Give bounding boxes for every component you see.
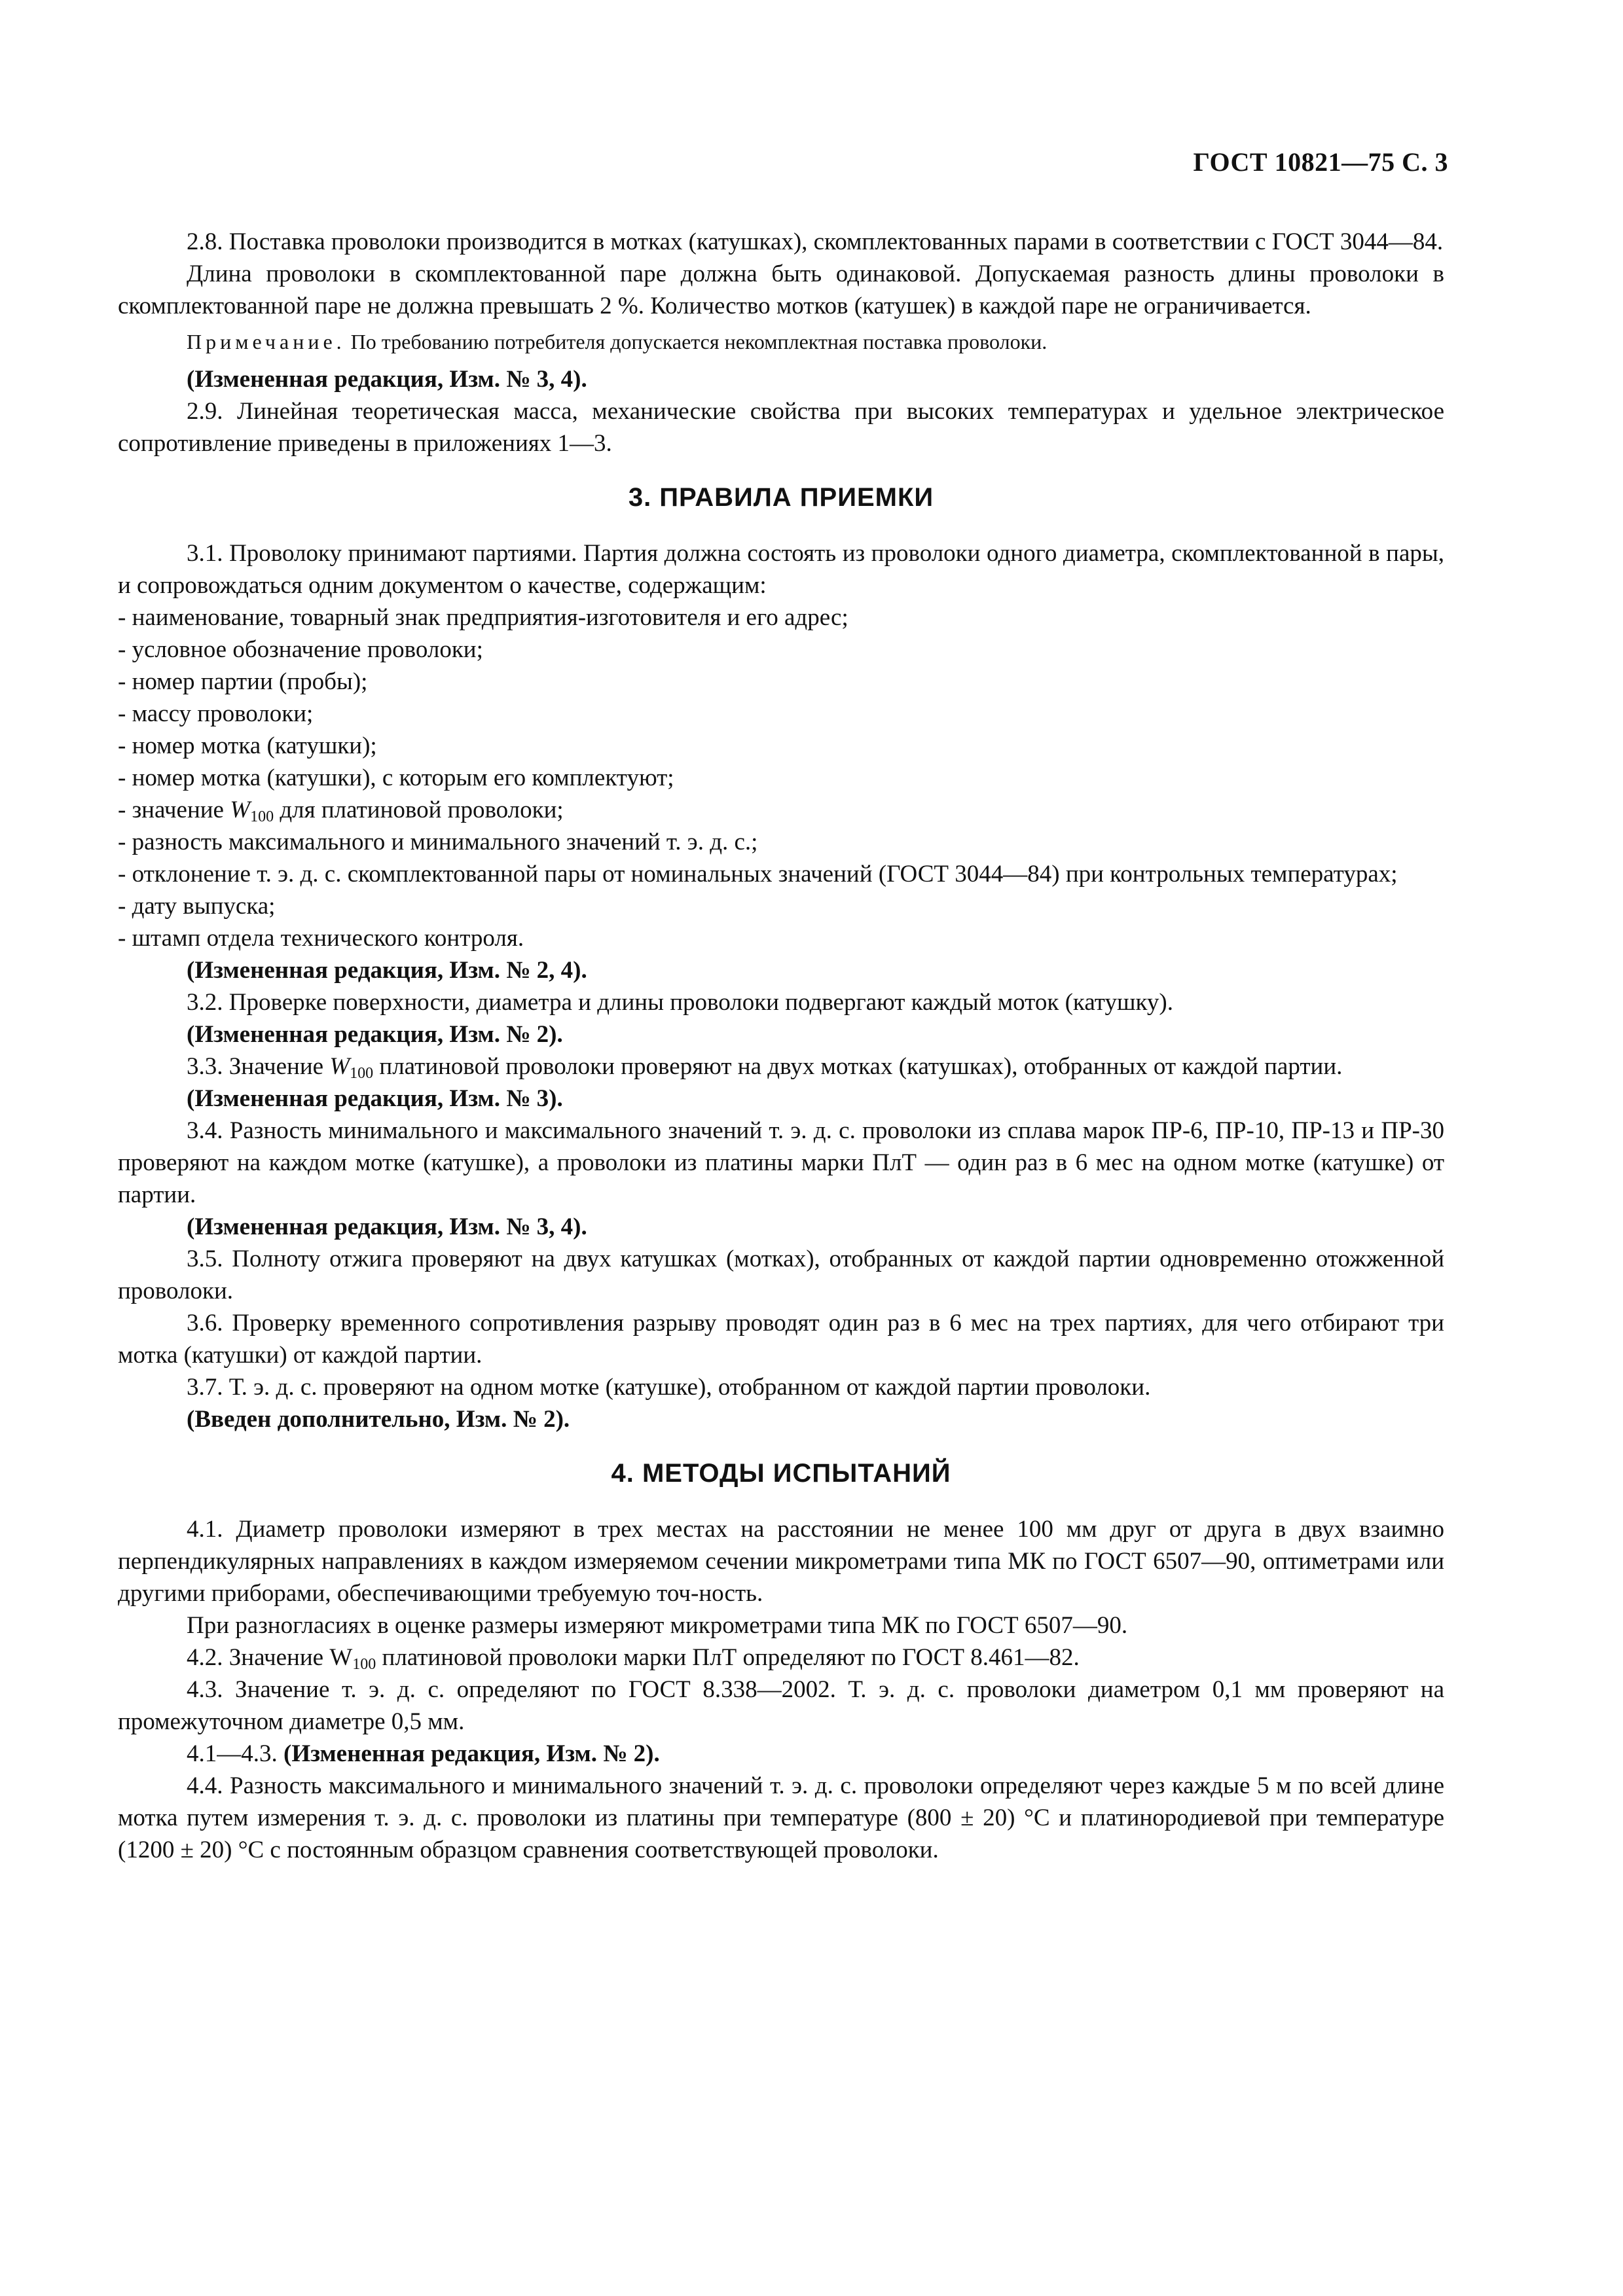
para-4-2-text: 4.2. Значение W bbox=[187, 1644, 353, 1671]
para-2-8: 2.8. Поставка проволоки производится в мотках (катушках), скомплектованных парами в соответствии с ГОСТ 3044—84. bbox=[187, 228, 1444, 255]
list-item: - номер партии (пробы); bbox=[118, 668, 368, 695]
w-symbol: W bbox=[230, 797, 251, 823]
edition-note-3-2: (Измененная редакция, Изм. № 2). bbox=[187, 1021, 563, 1048]
para-4-2 bbox=[118, 1641, 1444, 1674]
w-subscript: 100 bbox=[352, 1656, 376, 1673]
list-item: - наименование, товарный знак предприятия-изготовителя и его адрес; bbox=[118, 604, 848, 631]
page-header: ГОСТ 10821—75 С. 3 bbox=[1193, 147, 1448, 177]
list-item: - разность максимального и минимального значений т. э. д. с.; bbox=[118, 829, 758, 855]
para-3-7: 3.7. Т. э. д. с. проверяют на одном мотке (катушке), отобранном от каждой партии проволоки. bbox=[187, 1374, 1151, 1401]
list-item-text: для платиновой проволоки; bbox=[274, 797, 564, 823]
para-2-9: 2.9. Линейная теоретическая масса, механические свойства при высоких температурах и удельное электрическое сопротивление приведены в приложениях 1—3. bbox=[118, 398, 1444, 457]
note-text: По требованию потребителя допускается некомплектная поставка проволоки. bbox=[345, 330, 1048, 353]
list-item-text: - значение bbox=[118, 797, 230, 823]
para-4-3: 4.3. Значение т. э. д. с. определяют по ГОСТ 8.338—2002. Т. э. д. с. проволоки диаметром 0,1 мм проверяют на промежуточном диаметре 0,5 мм. bbox=[118, 1676, 1444, 1735]
list-item bbox=[118, 794, 1444, 826]
list-item: - номер мотка (катушки); bbox=[118, 732, 377, 759]
list-item: - дату выпуска; bbox=[118, 893, 276, 920]
w-subscript: 100 bbox=[350, 1065, 374, 1082]
para-3-2: 3.2. Проверке поверхности, диаметра и длины проволоки подвергают каждый моток (катушку). bbox=[187, 989, 1173, 1016]
edition-range: 4.1—4.3. bbox=[187, 1740, 283, 1767]
para-3-3 bbox=[118, 1050, 1444, 1083]
section-heading-4: 4. МЕТОДЫ ИСПЫТАНИЙ bbox=[611, 1459, 951, 1488]
para-3-4: 3.4. Разность минимального и максимального значений т. э. д. с. проволоки из сплава марок ПР-6, ПР-10, ПР-13 и ПР-30 проверяют на каждом мотке (катушке), а проволоки из платины марки ПлТ — один раз в 6 мес на одном мотке (катушке) от партии. bbox=[118, 1117, 1444, 1208]
para-4-1-dispute: При разногласиях в оценке размеры измеряют микрометрами типа МК по ГОСТ 6507—90. bbox=[187, 1612, 1128, 1639]
document-body bbox=[118, 226, 1444, 1866]
list-item: - отклонение т. э. д. с. скомплектованной пары от номинальных значений (ГОСТ 3044—84) при контрольных температурах; bbox=[118, 861, 1398, 888]
para-4-4: 4.4. Разность максимального и минимального значений т. э. д. с. проволоки определяют через каждые 5 м по всей длине мотка путем измерения т. э. д. с. проволоки из платины при температуре (800 ± 20) °С и платинородиевой при температуре (1200 ± 20) °С с постоянным образцом сравнения соответствующей проволоки. bbox=[118, 1772, 1444, 1863]
section-heading-3: 3. ПРАВИЛА ПРИЕМКИ bbox=[628, 483, 934, 512]
edition-text: (Измененная редакция, Изм. № 2). bbox=[283, 1740, 660, 1767]
para-4-1: 4.1. Диаметр проволоки измеряют в трех местах на расстоянии не менее 100 мм друг от друга в двух взаимно перпендикулярных направлениях в каждом измеряемом сечении микрометрами типа МК по ГОСТ 6507—90, оптиметрами или другими приборами, обеспечивающими требуемую точ-ность. bbox=[118, 1516, 1444, 1607]
list-item: - массу проволоки; bbox=[118, 700, 314, 727]
note bbox=[118, 326, 1444, 358]
edition-note-3-7: (Введен дополнительно, Изм. № 2). bbox=[187, 1406, 570, 1433]
note-label: Примечание. bbox=[187, 330, 346, 353]
edition-note-4-3 bbox=[118, 1738, 1444, 1770]
para-3-3-text: платиновой проволоки проверяют на двух мотках (катушках), отобранных от каждой партии. bbox=[373, 1053, 1343, 1080]
list-item: - номер мотка (катушки), с которым его комплектуют; bbox=[118, 764, 674, 791]
para-3-3-text: 3.3. Значение bbox=[187, 1053, 330, 1080]
edition-note-2-8: (Измененная редакция, Изм. № 3, 4). bbox=[187, 366, 587, 393]
para-2-8-length: Длина проволоки в скомплектованной паре должна быть одинаковой. Допускаемая разность длины проволоки в скомплектованной паре не должна превышать 2 %. Количество мотков (катушек) в каждой паре не ограничивается. bbox=[118, 260, 1444, 319]
list-item: - условное обозначение проволоки; bbox=[118, 636, 483, 663]
para-3-1: 3.1. Проволоку принимают партиями. Партия должна состоять из проволоки одного диаметра, скомплектованной в пары, и сопровождаться одним документом о качестве, содержащим: bbox=[118, 540, 1444, 599]
para-3-5: 3.5. Полноту отжига проверяют на двух катушках (мотках), отобранных от каждой партии одновременно отожженной проволоки. bbox=[118, 1246, 1444, 1304]
edition-note-3-4: (Измененная редакция, Изм. № 3, 4). bbox=[187, 1213, 587, 1240]
para-4-2-text: платиновой проволоки марки ПлТ определяют по ГОСТ 8.461—82. bbox=[376, 1644, 1080, 1671]
edition-note-3-3: (Измененная редакция, Изм. № 3). bbox=[187, 1085, 563, 1112]
edition-note-3-1: (Измененная редакция, Изм. № 2, 4). bbox=[187, 957, 587, 984]
w-symbol: W bbox=[329, 1053, 350, 1080]
list-item: - штамп отдела технического контроля. bbox=[118, 925, 524, 952]
para-3-6: 3.6. Проверку временного сопротивления разрыву проводят один раз в 6 мес на трех партиях, для чего отбирают три мотка (катушки) от каждой партии. bbox=[118, 1310, 1444, 1369]
w-subscript: 100 bbox=[250, 808, 274, 825]
